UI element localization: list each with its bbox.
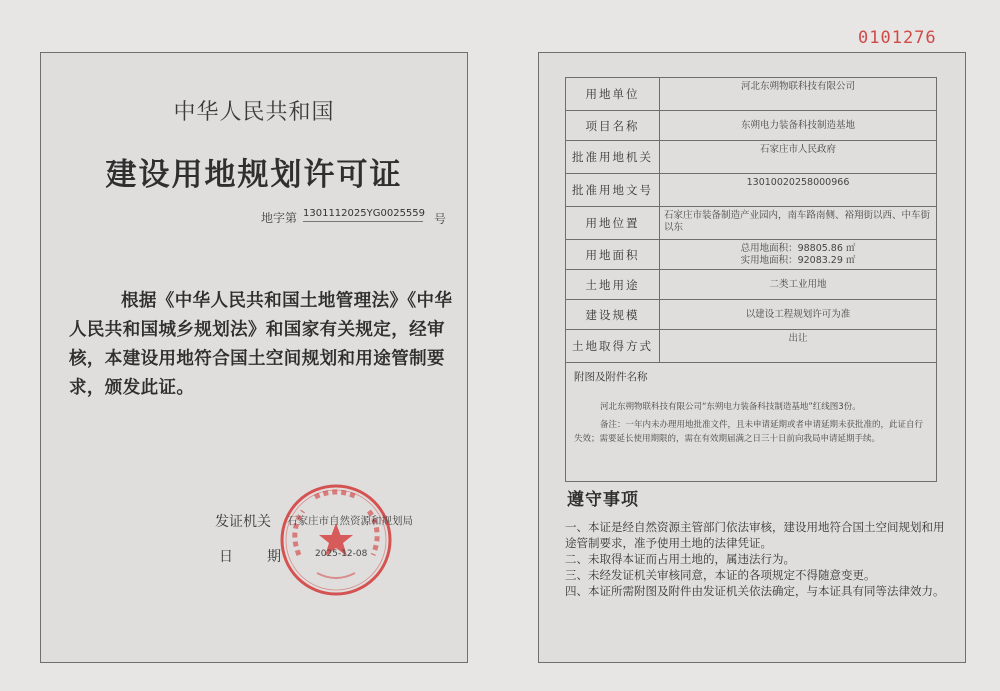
attachments-text: 河北东朔物联科技有限公司“东朔电力装备科技制造基地”红线图3份。	[600, 402, 861, 412]
table-row	[566, 270, 937, 300]
rule-item: 二、未取得本证而占用土地的，属违法行为。	[565, 552, 795, 566]
row-key: 批准用地文号	[566, 174, 660, 207]
table-row	[566, 141, 937, 174]
certificate-back-panel	[538, 52, 966, 663]
row-value: 出让	[660, 330, 937, 363]
certificate-body-text: 根据《中华人民共和国土地管理法》《中华人民共和国城乡规划法》和国家有关规定，经审核，本建设用地符合国土空间规划和用途管制要求，颁发此证。	[69, 291, 453, 398]
row-value	[660, 240, 937, 270]
attachments-row	[566, 363, 937, 482]
attachments-cell	[566, 363, 937, 482]
issuer-label: 发证机关	[215, 514, 271, 530]
official-seal-icon	[277, 481, 395, 599]
doc-number-label: 地字第	[261, 211, 298, 225]
serial-number: 0101276	[858, 28, 937, 48]
row-key: 土地取得方式	[566, 330, 660, 363]
row-key: 建设规模	[566, 300, 660, 330]
doc-number-suffix: 号	[434, 212, 447, 226]
row-key: 用地单位	[566, 78, 660, 111]
actual-area-value: 实用地面积：92083.29 ㎡	[740, 254, 856, 266]
rule-item: 四、本证所需附图及附件由发证机关依法确定，与本证具有同等法律效力。	[565, 584, 945, 598]
row-key: 土地用途	[566, 270, 660, 300]
rules-title: 遵守事项	[567, 490, 639, 510]
certificate-front-panel	[40, 52, 468, 663]
table-row	[566, 78, 937, 111]
issuer-value: 石家庄市自然资源和规划局	[287, 515, 413, 527]
certificate-title: 建设用地规划许可证	[105, 157, 403, 193]
attachments-title: 附图及附件名称	[574, 371, 648, 383]
row-key: 用地位置	[566, 207, 660, 240]
table-row	[566, 330, 937, 363]
row-value: 石家庄市人民政府	[660, 141, 937, 174]
table-row	[566, 300, 937, 330]
issue-date-value: 2025-12-08	[315, 549, 368, 559]
row-value: 石家庄市装备制造产业园内，南车路南侧、裕翔街以西、中车街以东	[660, 207, 937, 240]
row-value: 河北东朔物联科技有限公司	[660, 78, 937, 111]
row-key: 批准用地机关	[566, 141, 660, 174]
total-area-value: 总用地面积：98805.86 ㎡	[740, 242, 856, 254]
table-row	[566, 174, 937, 207]
rule-item: 一、本证是经自然资源主管部门依法审核，建设用地符合国土空间规划和用途管制要求，准予使用土地的法律凭证。	[565, 520, 945, 550]
row-value: 13010020258000966	[660, 174, 937, 207]
doc-number-value: 1301112025YG0025559	[303, 208, 423, 222]
table-row	[566, 207, 937, 240]
row-value: 以建设工程规划许可为准	[660, 300, 937, 330]
attachments-note: 备注：一年内未办理用地批准文件，且未申请延期或者申请延期未获批准的，此证自行失效；需要延长使用期限的，需在有效期届满之日三十日前向我局申请延期手续。	[574, 420, 924, 444]
rules-list	[565, 519, 945, 599]
country-name: 中华人民共和国	[173, 100, 335, 125]
row-value: 二类工业用地	[660, 270, 937, 300]
row-key: 用地面积	[566, 240, 660, 270]
table-row	[566, 111, 937, 141]
issue-date-label: 日期	[219, 549, 315, 565]
land-info-table	[565, 77, 937, 482]
row-key: 项目名称	[566, 111, 660, 141]
rule-item: 三、未经发证机关审核同意，本证的各项规定不得随意变更。	[565, 568, 876, 582]
row-value: 东朔电力装备科技制造基地	[660, 111, 937, 141]
table-row	[566, 240, 937, 270]
